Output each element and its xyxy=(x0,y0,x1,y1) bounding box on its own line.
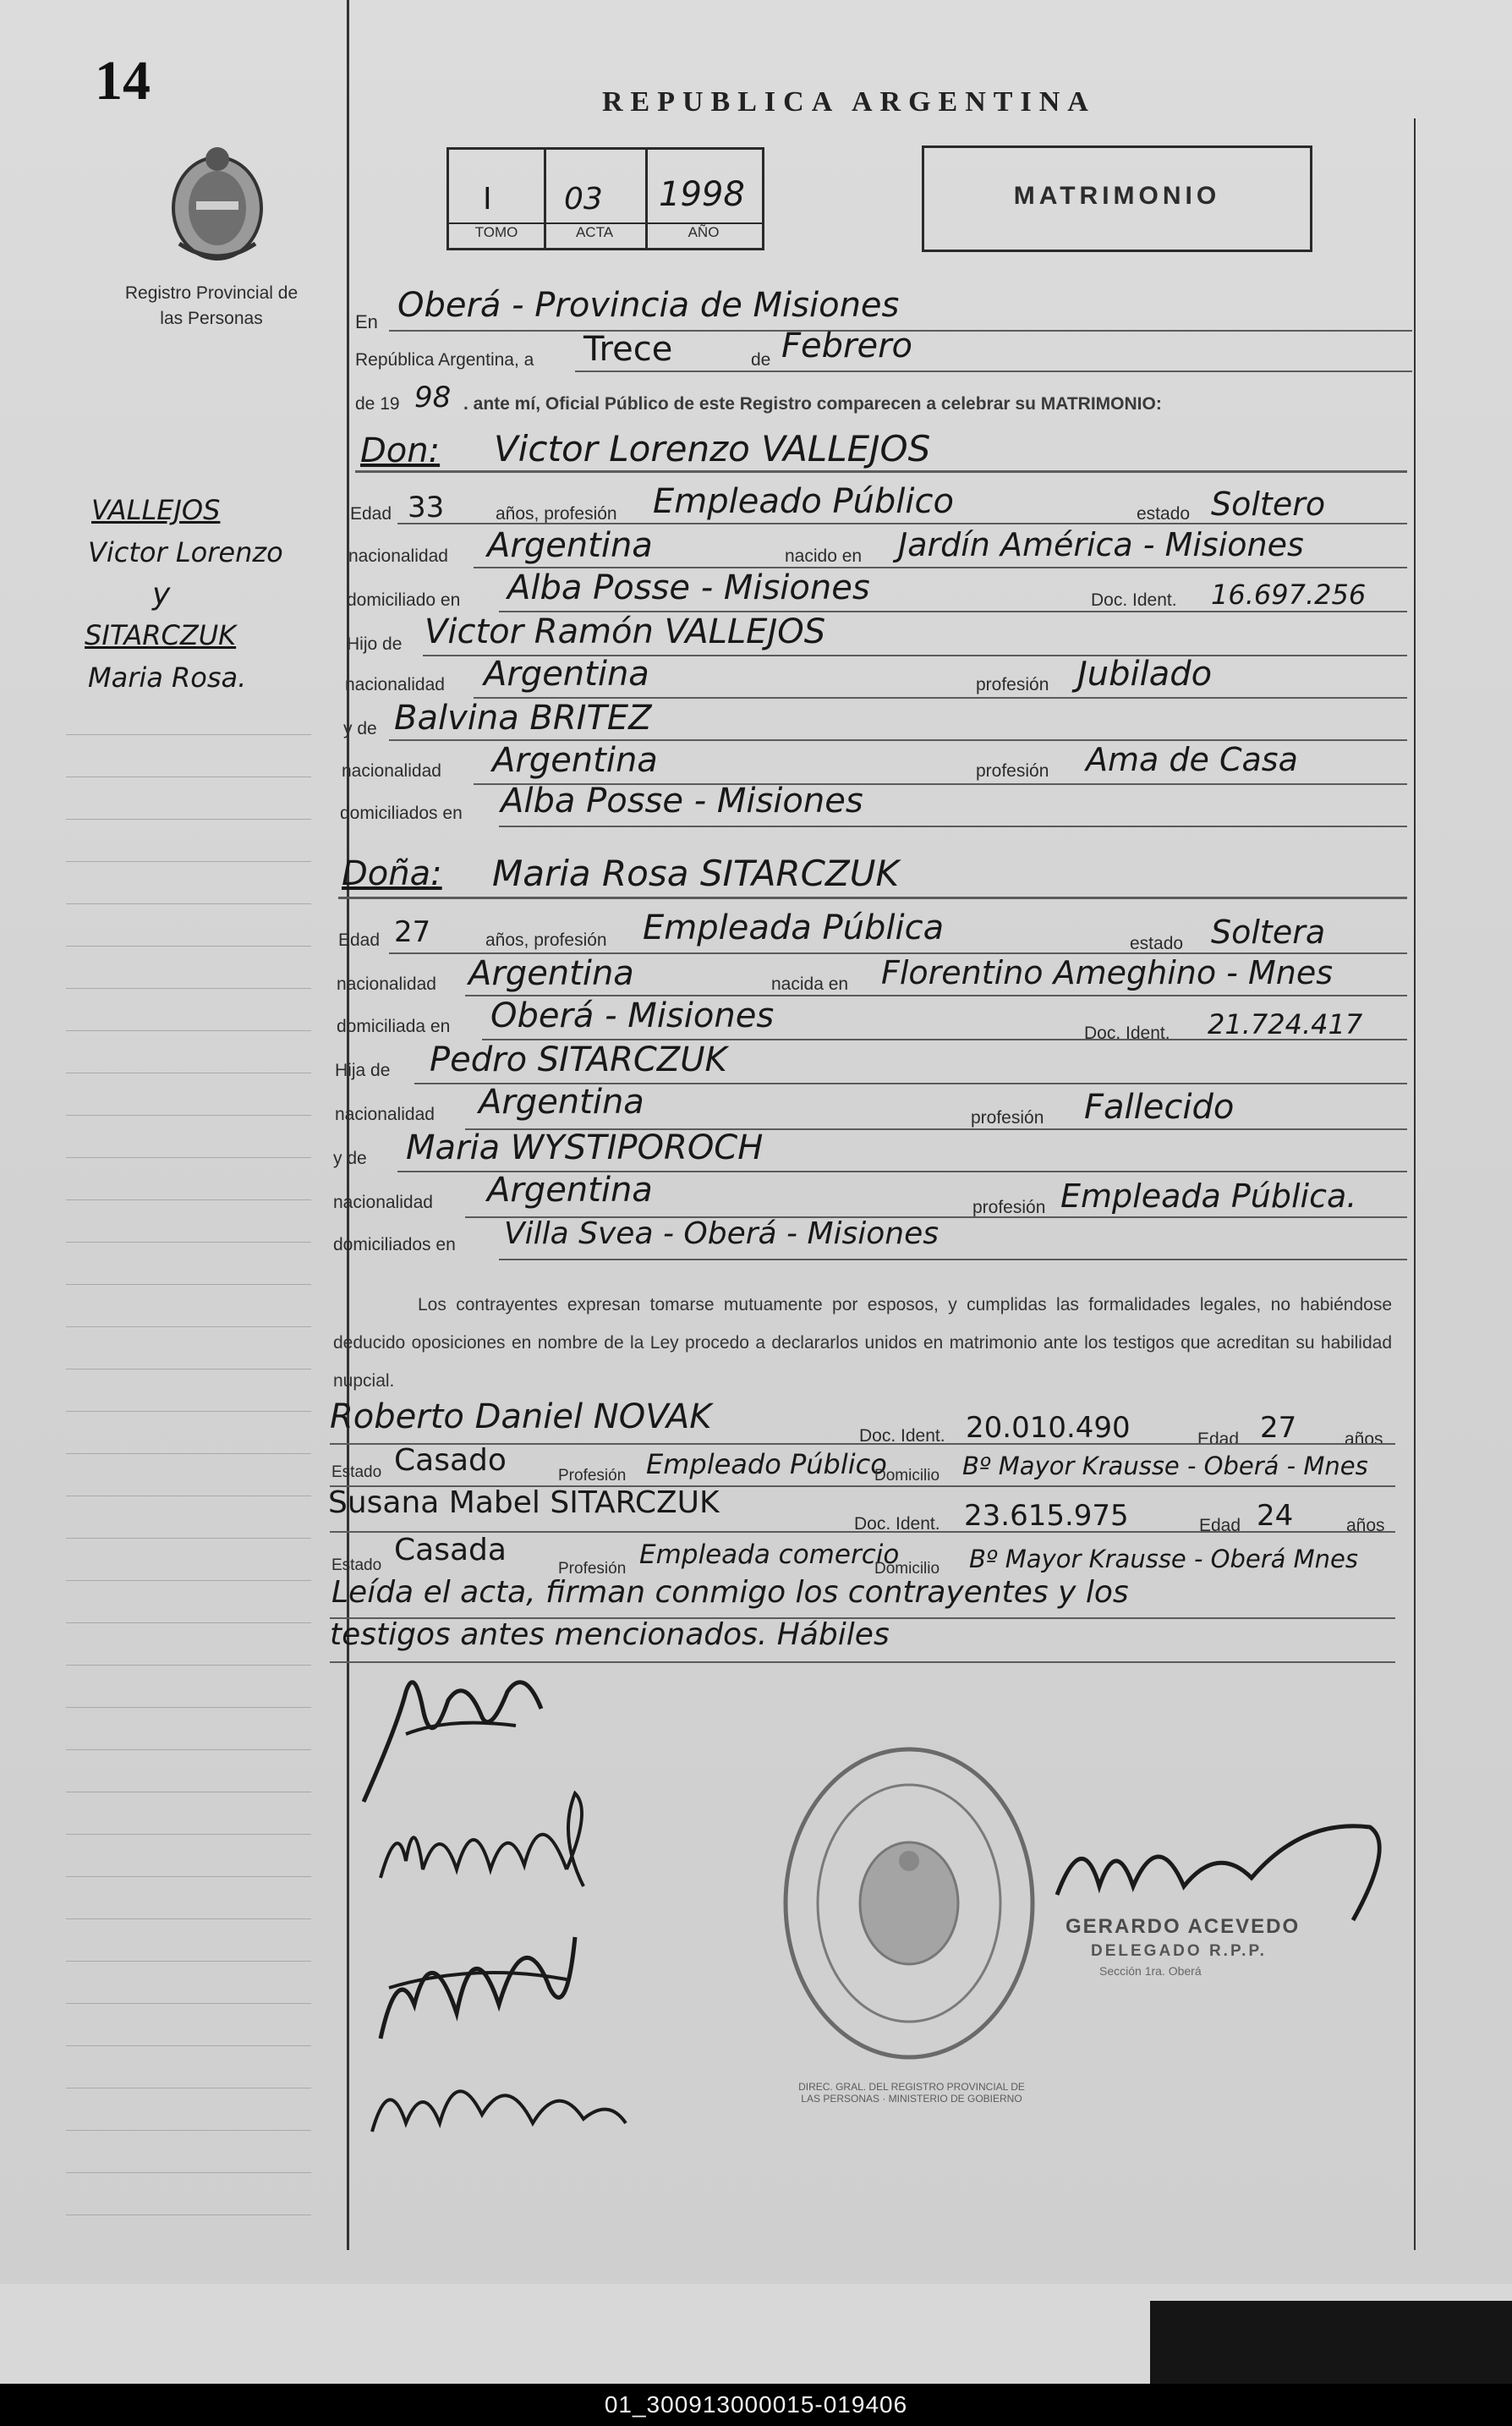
tomo-value: I xyxy=(483,182,492,217)
record-type-label: MATRIMONIO xyxy=(1013,182,1221,210)
ano-cell xyxy=(645,150,762,248)
bride-hija-label: Hija de xyxy=(335,1061,391,1080)
witness2-status: Casada xyxy=(394,1533,507,1567)
bride-nat-label: nacionalidad xyxy=(337,974,436,994)
margin-note-and: y xyxy=(152,577,171,612)
ano-label: AÑO xyxy=(645,222,762,241)
groom-mother: Balvina BRITEZ xyxy=(394,699,652,738)
bride-marital-status: Soltera xyxy=(1211,914,1326,951)
groom-age: 33 xyxy=(408,491,445,524)
bride-nationality: Argentina xyxy=(468,954,634,993)
groom-parents-dom-label: domiciliados en xyxy=(340,804,463,823)
groom-father: Victor Ramón VALLEJOS xyxy=(425,612,826,651)
bride-anos-profesion-label: años, profesión xyxy=(485,930,607,950)
signature-witness1 xyxy=(364,1886,583,2056)
intro-year-label: de 19 xyxy=(355,394,400,414)
witness1-anos-label: años xyxy=(1345,1430,1383,1449)
acta-label: ACTA xyxy=(544,222,645,241)
groom-nationality: Argentina xyxy=(487,526,653,565)
closing-line1: Leída el acta, firman conmigo los contrayentes y los xyxy=(331,1575,1129,1610)
witness1-name: Roberto Daniel NOVAK xyxy=(330,1397,712,1436)
groom-dom-label: domiciliado en xyxy=(347,590,461,610)
groom-estado-label: estado xyxy=(1137,504,1191,524)
witness1-profession: Empleado Público xyxy=(646,1448,887,1480)
bride-age: 27 xyxy=(394,915,431,949)
groom-mother-prof-label: profesión xyxy=(976,761,1049,781)
bride-parents-dom-label: domiciliados en xyxy=(333,1235,456,1254)
witness2-dom-label: Domicilio xyxy=(874,1560,940,1578)
groom-mother-nationality: Argentina xyxy=(492,741,658,780)
witness1-doc: 20.010.490 xyxy=(966,1411,1131,1445)
groom-edad-label: Edad xyxy=(350,504,392,524)
bride-father-prof-label: profesión xyxy=(971,1108,1044,1128)
groom-name: Victor Lorenzo VALLEJOS xyxy=(494,428,931,469)
bride-domicile: Oberá - Misiones xyxy=(490,996,775,1035)
margin-note-given1: Victor Lorenzo xyxy=(88,536,283,568)
groom-father-nationality: Argentina xyxy=(484,655,649,694)
intro-de-label: de xyxy=(751,350,771,370)
registry-label: Registro Provincial de las Personas xyxy=(124,283,299,328)
witness2-edad-label: Edad xyxy=(1199,1516,1241,1535)
witness2-estado-label: Estado xyxy=(331,1556,382,1574)
witness2-doc-label: Doc. Ident. xyxy=(854,1514,940,1534)
stamp-section: Sección 1ra. Oberá xyxy=(1099,1964,1202,1978)
signature-witness2 xyxy=(364,2056,634,2149)
record-id-box xyxy=(446,147,764,250)
witness2-doc: 23.615.975 xyxy=(964,1499,1129,1533)
bride-name: Maria Rosa SITARCZUK xyxy=(492,853,899,894)
margin-note-surname1: VALLEJOS xyxy=(91,494,221,526)
witness1-age: 27 xyxy=(1260,1411,1297,1445)
record-type-box xyxy=(922,145,1312,252)
bride-mother-prof-label: profesión xyxy=(972,1198,1046,1217)
declaration-text: Los contrayentes expresan tomarse mutuamente por esposos, y cumplidas las formalidades legales, no habiéndose deducido oposiciones en nombre de la Ley procedo a declararlos unidos en matrimonio ante los testigos que acreditan su habilidad nupcial. xyxy=(333,1295,1392,1391)
right-margin-rule xyxy=(1414,118,1416,2250)
bride-edad-label: Edad xyxy=(338,930,381,950)
witness1-domicile: Bº Mayor Krausse - Oberá - Mnes xyxy=(962,1452,1368,1480)
scan-dark-corner xyxy=(1150,2301,1512,2385)
acta-cell xyxy=(544,150,648,248)
intro-month: Febrero xyxy=(781,327,912,365)
witness2-name: Susana Mabel SITARCZUK xyxy=(328,1485,720,1520)
witness2-anos-label: años xyxy=(1346,1516,1385,1535)
ano-value: 1998 xyxy=(659,175,745,214)
witness1-prof-label: Profesión xyxy=(558,1467,627,1485)
margin-note-given2: Maria Rosa. xyxy=(88,661,247,694)
groom-doc: 16.697.256 xyxy=(1211,579,1367,611)
groom-father-prof-label: profesión xyxy=(976,675,1049,694)
witness2-prof-label: Profesión xyxy=(558,1560,627,1578)
groom-anos-profesion-label: años, profesión xyxy=(496,504,617,524)
groom-hijo-label: Hijo de xyxy=(347,634,403,654)
groom-marital-status: Soltero xyxy=(1211,486,1326,523)
margin-note-surname2: SITARCZUK xyxy=(85,619,237,651)
acta-value: 03 xyxy=(564,182,603,217)
groom-nat-label: nacionalidad xyxy=(348,546,448,566)
bride-mother-profession: Empleada Pública. xyxy=(1060,1177,1357,1215)
groom-parents-domicile: Alba Posse - Misiones xyxy=(501,782,863,821)
intro-year: 98 xyxy=(414,381,452,414)
witness1-estado-label: Estado xyxy=(331,1463,382,1481)
bride-father-profession: Fallecido xyxy=(1084,1088,1235,1127)
witness1-edad-label: Edad xyxy=(1197,1430,1240,1449)
bride-nacida-label: nacida en xyxy=(771,974,849,994)
bride-father-nationality: Argentina xyxy=(479,1083,644,1122)
groom-nacido-label: nacido en xyxy=(785,546,863,566)
bride-parents-domicile: Villa Svea - Oberá - Misiones xyxy=(504,1216,940,1251)
groom-domicile: Alba Posse - Misiones xyxy=(507,568,870,607)
official-stamp xyxy=(778,1743,1040,2064)
bride-dom-label: domiciliada en xyxy=(337,1017,451,1036)
intro-day: Trece xyxy=(583,330,673,369)
intro-republic-label: República Argentina, a xyxy=(355,350,534,370)
groom-father-nat-label: nacionalidad xyxy=(345,675,445,694)
witness2-domicile: Bº Mayor Krausse - Oberá Mnes xyxy=(969,1545,1359,1573)
bride-doc: 21.724.417 xyxy=(1208,1008,1363,1040)
stamp-official-role: DELEGADO R.P.P. xyxy=(1091,1942,1267,1960)
tomo-cell xyxy=(449,150,546,248)
signature-bride xyxy=(372,1785,609,1895)
bride-mother: Maria WYSTIPOROCH xyxy=(406,1128,764,1167)
country-title: REPUBLICA ARGENTINA xyxy=(602,86,1096,118)
groom-prefix: Don: xyxy=(360,431,441,470)
stamp-official-name: GERARDO ACEVEDO xyxy=(1066,1915,1301,1938)
witness2-age: 24 xyxy=(1257,1499,1294,1533)
intro-place: Oberá - Provincia de Misiones xyxy=(397,286,900,325)
bride-father-nat-label: nacionalidad xyxy=(335,1105,435,1124)
groom-mother-profession: Ama de Casa xyxy=(1086,741,1298,778)
bride-doc-label: Doc. Ident. xyxy=(1084,1024,1170,1043)
bride-mother-nat-label: nacionalidad xyxy=(333,1193,433,1212)
groom-birthplace: Jardín América - Misiones xyxy=(898,526,1304,563)
image-caption: 01_300913000015-019406 xyxy=(0,2384,1512,2426)
witness1-status: Casado xyxy=(394,1443,507,1478)
bride-estado-label: estado xyxy=(1130,934,1184,953)
page-number: 14 xyxy=(95,50,151,112)
groom-y-de-label: y de xyxy=(343,719,377,738)
witness2-profession: Empleada comercio xyxy=(639,1540,900,1570)
groom-doc-label: Doc. Ident. xyxy=(1091,590,1177,610)
tomo-label: TOMO xyxy=(449,222,544,241)
intro-en-label: En xyxy=(355,311,378,332)
left-margin-rule xyxy=(347,0,349,2250)
bride-father: Pedro SITARCZUK xyxy=(430,1040,727,1079)
bride-mother-nationality: Argentina xyxy=(487,1171,653,1210)
groom-father-profession: Jubilado xyxy=(1077,655,1213,694)
bride-y-de-label: y de xyxy=(333,1149,367,1168)
groom-mother-nat-label: nacionalidad xyxy=(342,761,441,781)
groom-profession: Empleado Público xyxy=(653,482,954,521)
witness1-dom-label: Domicilio xyxy=(874,1467,940,1485)
coat-of-arms-emblem xyxy=(162,142,272,269)
stamp-ring-text: DIREC. GRAL. DEL REGISTRO PROVINCIAL DE LAS PERSONAS · MINISTERIO DE GOBIERNO xyxy=(798,2081,1025,2105)
closing-line2: testigos antes mencionados. Hábiles xyxy=(330,1617,890,1652)
bride-birthplace: Florentino Ameghino - Mnes xyxy=(881,954,1334,991)
witness1-doc-label: Doc. Ident. xyxy=(859,1426,945,1446)
bride-profession: Empleada Pública xyxy=(643,908,945,947)
intro-statement: . ante mí, Oficial Público de este Registro comparecen a celebrar su MATRIMONIO: xyxy=(463,394,1162,414)
bride-prefix: Doña: xyxy=(342,854,442,893)
